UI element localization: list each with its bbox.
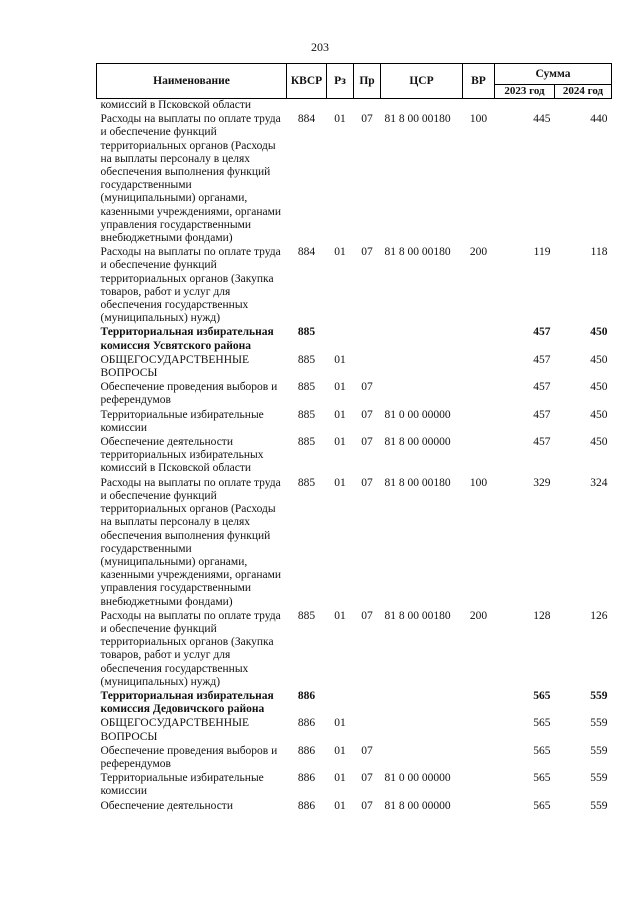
table-body	[97, 99, 612, 814]
cell-csr: 81 8 00 00180	[384, 113, 451, 126]
cell-sum-2023: 565	[533, 689, 551, 702]
cell-kvsr: 884	[297, 113, 316, 126]
cell-name: Территориальная избирательная комиссия Дедовичского района	[100, 689, 274, 716]
cell-kvsr: 886	[297, 799, 316, 812]
cell-rz	[327, 99, 354, 114]
table-row	[97, 717, 612, 744]
cell-sum-2023: 457	[533, 326, 551, 339]
cell-kvsr: 885	[297, 408, 316, 421]
cell-rz: 01	[334, 476, 346, 489]
cell-vr	[463, 772, 495, 799]
cell-sum-2024: 559	[590, 772, 608, 785]
cell-pr: 07	[361, 113, 373, 126]
table-header	[97, 64, 612, 99]
cell-csr: 81 8 00 00000	[384, 799, 451, 812]
cell-rz: 01	[334, 381, 346, 394]
cell-sum-2023: 119	[533, 246, 551, 259]
cell-vr	[463, 800, 495, 814]
cell-kvsr: 885	[297, 326, 316, 339]
cell-csr: 81 8 00 00180	[384, 476, 451, 489]
cell-vr	[463, 436, 495, 477]
cell-sum-2024: 450	[590, 326, 608, 339]
table-row	[97, 326, 612, 353]
cell-pr: 07	[361, 609, 373, 622]
table-row	[97, 800, 612, 814]
cell-csr: 81 8 00 00000	[384, 436, 451, 449]
cell-rz: 01	[334, 744, 346, 757]
cell-pr	[354, 326, 381, 353]
cell-kvsr: 885	[297, 476, 316, 489]
cell-sum-2023: 128	[533, 609, 551, 622]
table-row	[97, 745, 612, 772]
cell-name: Обеспечение деятельности территориальных избирательных комиссий в Псковской области	[100, 436, 264, 475]
cell-name: Обеспечение проведения выборов и референдумов	[100, 744, 278, 770]
cell-kvsr: 885	[297, 381, 316, 394]
cell-pr: 07	[361, 772, 373, 785]
cell-rz: 01	[334, 609, 346, 622]
budget-table-wrapper	[96, 63, 611, 814]
header-year-2024: 2024 год	[555, 85, 612, 99]
cell-vr	[463, 717, 495, 744]
page-number: 203	[311, 40, 329, 54]
cell-kvsr: 886	[297, 772, 316, 785]
cell-sum-2023	[495, 99, 555, 114]
cell-vr	[463, 326, 495, 353]
cell-sum-2023: 329	[533, 476, 551, 489]
header-kvsr: КВСР	[287, 64, 327, 99]
cell-rz: 01	[334, 717, 346, 730]
cell-csr	[381, 717, 463, 744]
cell-rz: 01	[334, 436, 346, 449]
cell-sum-2023: 457	[533, 381, 551, 394]
cell-sum-2023: 457	[533, 353, 551, 366]
cell-name: Расходы на выплаты по оплате труда и обеспечение функций территориальных органов (Расходы на выплаты персоналу в целях обеспечения выполнения функций государственными (муниципальными) органами, казенными учреждениями, органами управления государственными внебюджетными фондами)	[100, 113, 282, 245]
cell-sum-2023: 565	[533, 744, 551, 757]
table-row	[97, 354, 612, 381]
cell-pr: 07	[361, 408, 373, 421]
table-row	[97, 690, 612, 717]
cell-kvsr: 885	[297, 609, 316, 622]
cell-csr	[381, 381, 463, 408]
cell-name: Территориальные избирательные комиссии	[100, 408, 264, 434]
cell-name: Расходы на выплаты по оплате труда и обеспечение функций территориальных органов (Закупка товаров, работ и услуг для обеспечения государственных (муниципальных) нужд)	[100, 609, 281, 688]
cell-csr	[381, 745, 463, 772]
cell-vr	[463, 409, 495, 436]
cell-sum-2023: 565	[533, 772, 551, 785]
cell-name: Территориальные избирательные комиссии	[100, 772, 264, 798]
cell-pr: 07	[361, 799, 373, 812]
cell-rz: 01	[334, 113, 346, 126]
cell-csr	[381, 99, 463, 114]
table-row	[97, 381, 612, 408]
cell-kvsr: 886	[297, 717, 316, 730]
cell-vr: 200	[469, 609, 488, 622]
cell-name: ОБЩЕГОСУДАРСТВЕННЫЕ ВОПРОСЫ	[100, 353, 250, 380]
cell-sum-2024: 450	[590, 353, 608, 366]
header-pr: Пр	[354, 64, 381, 99]
cell-sum-2023: 457	[533, 408, 551, 421]
cell-sum-2023: 565	[533, 717, 551, 730]
cell-csr: 81 8 00 00180	[384, 609, 451, 622]
cell-sum-2024: 559	[590, 689, 608, 702]
cell-kvsr: 885	[297, 436, 316, 449]
cell-pr	[354, 354, 381, 381]
cell-kvsr	[287, 99, 327, 114]
cell-name: Обеспечение проведения выборов и референдумов	[100, 381, 278, 407]
cell-pr: 07	[361, 436, 373, 449]
cell-sum-2024: 450	[590, 408, 608, 421]
budget-table	[96, 63, 612, 814]
cell-sum-2024: 440	[590, 113, 608, 126]
cell-pr	[354, 99, 381, 114]
table-row	[97, 772, 612, 799]
cell-vr	[463, 381, 495, 408]
table-row	[97, 99, 612, 114]
cell-sum-2023: 445	[533, 113, 551, 126]
header-name: Наименование	[97, 64, 287, 99]
cell-sum-2024: 559	[590, 744, 608, 757]
cell-rz: 01	[334, 799, 346, 812]
cell-name: Обеспечение деятельности	[100, 799, 233, 812]
header-sum: Сумма	[495, 64, 612, 85]
cell-name: Расходы на выплаты по оплате труда и обеспечение функций территориальных органов (Расходы на выплаты персоналу в целях обеспечения выполнения функций государственными (муниципальными) органами, казенными учреждениями, органами управления государственными внебюджетными фондами)	[100, 476, 282, 608]
cell-rz: 01	[334, 408, 346, 421]
cell-sum-2023: 457	[533, 436, 551, 449]
cell-csr	[381, 326, 463, 353]
cell-pr: 07	[361, 476, 373, 489]
cell-rz: 01	[334, 772, 346, 785]
cell-sum-2024: 118	[590, 246, 608, 259]
cell-sum-2024: 126	[590, 609, 608, 622]
cell-vr	[463, 354, 495, 381]
header-csr: ЦСР	[381, 64, 463, 99]
header-year-2023: 2023 год	[495, 85, 555, 99]
cell-sum-2024: 559	[590, 717, 608, 730]
cell-kvsr: 886	[297, 689, 316, 702]
cell-sum-2024	[555, 99, 612, 114]
cell-rz: 01	[334, 246, 346, 259]
cell-name: Территориальная избирательная комиссия Усвятского района	[100, 326, 274, 352]
cell-sum-2024: 450	[590, 436, 608, 449]
cell-pr	[354, 690, 381, 717]
cell-vr: 200	[469, 246, 488, 259]
cell-kvsr: 884	[297, 246, 316, 259]
cell-sum-2024: 450	[590, 381, 608, 394]
header-vr: ВР	[463, 64, 495, 99]
table-row	[97, 477, 612, 610]
cell-csr	[381, 690, 463, 717]
cell-pr: 07	[361, 246, 373, 259]
cell-vr	[463, 745, 495, 772]
table-row	[97, 610, 612, 690]
cell-name: Расходы на выплаты по оплате труда и обеспечение функций территориальных органов (Закупка товаров, работ и услуг для обеспечения государственных (муниципальных) нужд)	[100, 246, 281, 325]
cell-csr: 81 0 00 00000	[384, 408, 451, 421]
cell-vr	[463, 690, 495, 717]
cell-pr	[354, 717, 381, 744]
cell-rz	[327, 326, 354, 353]
cell-pr: 07	[361, 744, 373, 757]
cell-vr	[463, 99, 495, 114]
table-row	[97, 436, 612, 477]
cell-csr	[381, 354, 463, 381]
cell-csr: 81 0 00 00000	[384, 772, 451, 785]
cell-name: ОБЩЕГОСУДАРСТВЕННЫЕ ВОПРОСЫ	[100, 717, 250, 743]
cell-sum-2023: 565	[533, 799, 551, 812]
cell-rz	[327, 690, 354, 717]
header-rz: Рз	[327, 64, 354, 99]
table-row	[97, 246, 612, 326]
cell-sum-2024: 559	[590, 799, 608, 812]
cell-kvsr: 886	[297, 744, 316, 757]
cell-sum-2024: 324	[590, 476, 608, 489]
cell-name: комиссий в Псковской области	[100, 99, 252, 111]
cell-pr: 07	[361, 381, 373, 394]
table-row	[97, 409, 612, 436]
cell-csr: 81 8 00 00180	[384, 246, 451, 259]
cell-rz: 01	[334, 353, 346, 366]
cell-kvsr: 885	[297, 353, 316, 366]
table-row	[97, 113, 612, 246]
cell-vr: 100	[469, 113, 488, 126]
cell-vr: 100	[469, 476, 488, 489]
